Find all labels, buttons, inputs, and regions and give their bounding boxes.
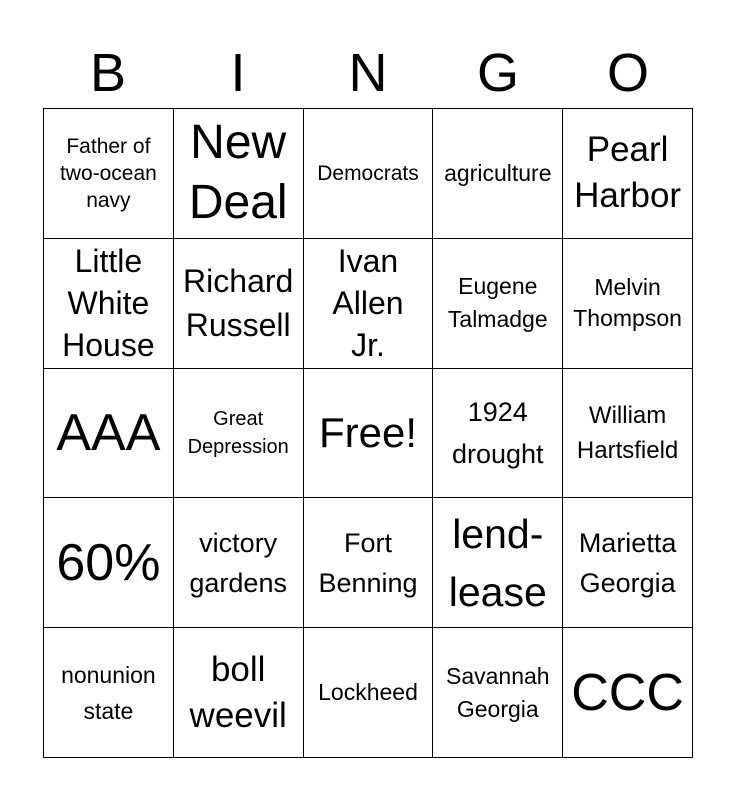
bingo-cell bbox=[433, 369, 563, 499]
cell-text: Eugene Talmadge bbox=[447, 273, 548, 333]
header-letter-g: G bbox=[476, 43, 519, 103]
bingo-cell bbox=[44, 369, 174, 499]
header-letter-i: I bbox=[230, 43, 246, 103]
cell-text: Lockheed bbox=[318, 679, 418, 706]
cell-text: victory gardens bbox=[189, 527, 287, 598]
bingo-cell bbox=[433, 109, 563, 239]
cell-text: Father of two-ocean navy bbox=[59, 134, 157, 212]
bingo-cell bbox=[174, 239, 304, 369]
bingo-cell bbox=[44, 239, 174, 369]
cell-text: boll weevil bbox=[189, 649, 287, 735]
bingo-cell bbox=[433, 239, 563, 369]
cell-text: Ivan Allen Jr. bbox=[332, 243, 404, 364]
free-space: Free! bbox=[318, 408, 417, 456]
bingo-cell bbox=[174, 498, 304, 628]
cell-text: lend-lease bbox=[448, 510, 547, 615]
bingo-cell bbox=[563, 239, 693, 369]
bingo-cell bbox=[304, 628, 434, 758]
bingo-cell bbox=[304, 369, 434, 499]
cell-text: Great Depression bbox=[187, 407, 289, 458]
bingo-cell bbox=[174, 628, 304, 758]
cell-text: New Deal bbox=[188, 116, 288, 230]
cell-text: Fort Benning bbox=[318, 527, 418, 598]
bingo-cell bbox=[563, 369, 693, 499]
cell-text: Little White House bbox=[62, 243, 155, 364]
cell-text: 1924 drought bbox=[451, 396, 544, 469]
cell-text: 60% bbox=[56, 533, 161, 592]
bingo-card-grid bbox=[43, 108, 693, 758]
cell-text: William Hartsfield bbox=[576, 401, 679, 464]
bingo-cell bbox=[44, 109, 174, 239]
cell-text: Savannah Georgia bbox=[445, 662, 550, 722]
cell-text: Democrats bbox=[317, 161, 419, 185]
bingo-cell bbox=[563, 498, 693, 628]
bingo-cell bbox=[433, 498, 563, 628]
bingo-cell bbox=[304, 498, 434, 628]
cell-text: Marietta Georgia bbox=[578, 527, 677, 598]
bingo-cell bbox=[304, 109, 434, 239]
bingo-cell bbox=[563, 109, 693, 239]
header-letter-n: N bbox=[348, 43, 388, 103]
bingo-cell bbox=[433, 628, 563, 758]
bingo-cell bbox=[174, 109, 304, 239]
bingo-header bbox=[43, 38, 693, 108]
bingo-cell bbox=[563, 628, 693, 758]
cell-text: Richard Russell bbox=[183, 263, 294, 344]
bingo-cell bbox=[304, 239, 434, 369]
bingo-cell bbox=[174, 369, 304, 499]
cell-text: Melvin Thompson bbox=[573, 274, 682, 332]
cell-text: CCC bbox=[571, 663, 684, 722]
cell-text: nonunion state bbox=[61, 661, 156, 724]
header-letter-b: B bbox=[89, 43, 127, 103]
cell-text: AAA bbox=[56, 403, 161, 462]
bingo-cell bbox=[44, 498, 174, 628]
header-letter-o: O bbox=[606, 43, 649, 103]
cell-text: Pearl Harbor bbox=[574, 130, 682, 216]
cell-text: agriculture bbox=[444, 159, 552, 186]
bingo-cell bbox=[44, 628, 174, 758]
